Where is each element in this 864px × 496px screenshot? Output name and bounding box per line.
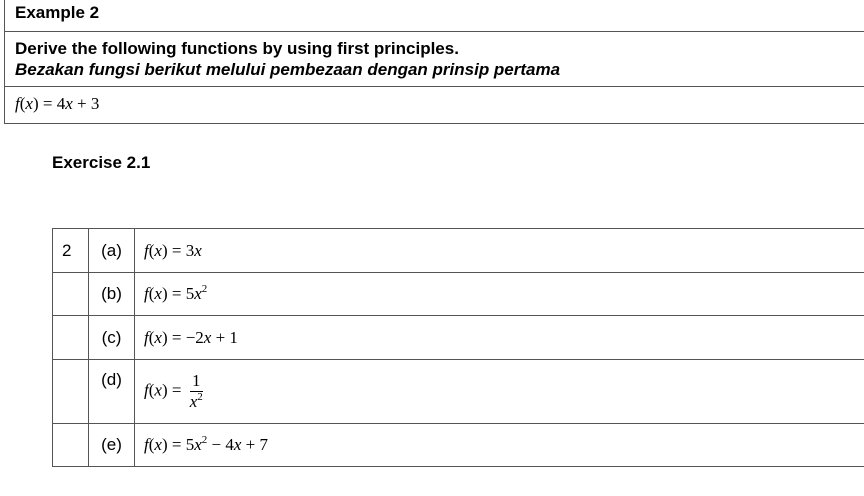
question-number: 2 (53, 229, 89, 273)
table-row (53, 424, 864, 467)
table-row (53, 229, 864, 273)
example-title: Example 2 (5, 0, 864, 32)
table-row (53, 360, 864, 424)
instruction-malay: Bezakan fungsi berikut melului pembezaan dengan prinsip pertama (15, 60, 561, 79)
question-number-empty (53, 273, 89, 316)
item-expression: f(x) = $\frac{1}{x^2}$ (135, 360, 864, 424)
table-row (53, 273, 864, 316)
item-label: (e) (89, 424, 135, 467)
item-label: (c) (89, 316, 135, 360)
exercise-heading: Exercise 2.1 (52, 153, 151, 172)
item-expression: $f(x) = 5x^2 - 4x + 7$ (135, 424, 864, 467)
item-expression: $f(x) = 5x^2$ (135, 273, 864, 316)
question-number-empty (53, 316, 89, 360)
item-expression: f(x) = −2x + 1 (135, 316, 864, 360)
question-number-empty (53, 360, 89, 424)
item-label: (b) (89, 273, 135, 316)
exercise-table (52, 228, 864, 467)
item-label: (d) (89, 360, 135, 424)
example-box (4, 0, 864, 124)
question-number-empty (53, 424, 89, 467)
item-label: (a) (89, 229, 135, 273)
example-function: f(x) = 4x + 3 (15, 94, 100, 113)
item-expression: f(x) = 3x (135, 229, 864, 273)
instruction-english: Derive the following functions by using first principles. (15, 39, 459, 58)
example-instructions (5, 32, 864, 87)
table-row (53, 316, 864, 360)
